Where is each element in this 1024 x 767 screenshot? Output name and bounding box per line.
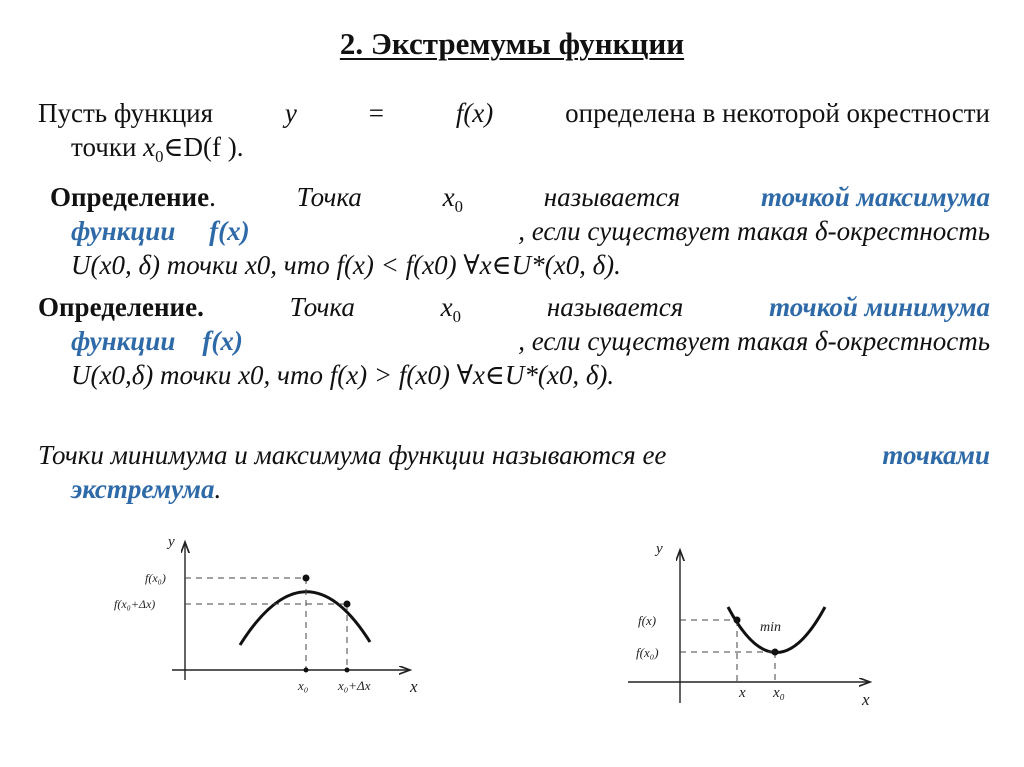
def-max-line-3	[38, 248, 990, 282]
def-min-condition: , если существует такая δ-окрестность	[518, 326, 990, 356]
def-min-point: Точка	[289, 292, 355, 322]
def-max-label: Определение	[50, 182, 210, 212]
intro-x0-sub: 0	[155, 146, 164, 166]
summary-line-1	[38, 438, 990, 472]
graph-min-x-tick-label: x	[739, 685, 746, 701]
def-max-term: точкой максимума	[760, 182, 990, 212]
intro-point-word: точки	[71, 132, 137, 162]
def-max-function-word: функции	[71, 216, 176, 246]
def-min-x0-sub: 0	[452, 306, 462, 326]
intro-text-2: определена в некоторой окрестности	[565, 98, 990, 128]
max-point	[303, 575, 310, 582]
def-min-called: называется	[546, 292, 684, 322]
graph-max-fx0-label: f(x₀)	[145, 571, 166, 585]
graph-maximum	[114, 530, 430, 700]
def-min-line-1	[38, 290, 990, 324]
x0-tick	[304, 668, 309, 673]
def-min-line-3	[38, 358, 990, 392]
definition-maximum	[38, 180, 990, 282]
intro-line-1	[38, 96, 990, 130]
min-point	[772, 649, 779, 656]
summary-term-2: экстремума	[71, 474, 215, 504]
intro-equals: =	[368, 98, 384, 128]
graph-min-y-label: y	[656, 541, 663, 557]
shift-point	[344, 601, 351, 608]
graph-max-x-label: x	[410, 677, 418, 696]
def-min-formula: U(x0,δ) точки x0, что f(x) > f(x0) ∀x∈U*(x0, δ).	[71, 360, 615, 390]
parabola-curve	[240, 592, 370, 645]
def-min-label: Определение.	[38, 292, 204, 322]
def-min-fx: f(x)	[202, 326, 243, 356]
x0dx-tick	[345, 668, 350, 673]
slide-title	[0, 26, 1024, 62]
def-max-condition: , если существует такая δ-окрестность	[518, 216, 990, 246]
graph-min-fx-label: f(x)	[638, 613, 657, 628]
intro-var-y: y	[284, 98, 297, 128]
def-max-x0: x	[442, 182, 455, 212]
def-max-point: Точка	[296, 182, 362, 212]
intro-fx: f(x)	[455, 98, 494, 128]
intro-paragraph	[38, 96, 990, 164]
graph-minimum	[600, 535, 890, 710]
graph-min-x-label: x	[862, 690, 870, 709]
def-max-fx: f(x)	[209, 216, 250, 246]
graph-max-x0dx-label: x₀+Δx	[338, 678, 371, 693]
def-max-line-1	[38, 180, 990, 214]
intro-x0: x	[143, 132, 156, 162]
slide-title-text: 2. Экстремумы функции	[339, 26, 685, 61]
graph-min-label: min	[760, 620, 781, 635]
def-max-x0-sub: 0	[454, 196, 463, 216]
graph-max-y-label: y	[168, 534, 175, 550]
definition-minimum	[38, 290, 990, 392]
def-min-x0: x	[440, 292, 453, 322]
graph-max-x0-label: x₀	[298, 678, 309, 693]
x-point	[734, 617, 741, 624]
summary-period: .	[214, 474, 222, 504]
def-max-formula: U(x0, δ) точки x0, что f(x) < f(x0) ∀x∈U*(x0, δ).	[71, 250, 621, 280]
summary-line-2	[38, 472, 990, 506]
summary-term-1: точками	[882, 440, 990, 470]
summary-text: Точки минимума и максимума функции называются ее	[38, 440, 667, 470]
def-max-line-2	[38, 214, 990, 248]
summary-paragraph	[38, 438, 990, 506]
intro-domain: ∈D(f ).	[163, 132, 244, 162]
intro-line-2	[38, 130, 990, 164]
graph-min-fx0-label: f(x₀)	[636, 645, 659, 660]
graph-min-x0-label: x₀	[773, 685, 785, 701]
def-max-called: называется	[543, 182, 681, 212]
graph-max-fx0dx-label: f(x₀+Δx)	[114, 597, 156, 611]
def-min-line-2	[38, 324, 990, 358]
def-max-dot: .	[209, 182, 216, 212]
def-min-term: точкой минимума	[769, 292, 990, 322]
intro-text: Пусть функция	[38, 98, 214, 128]
def-min-function-word: функции	[71, 326, 176, 356]
